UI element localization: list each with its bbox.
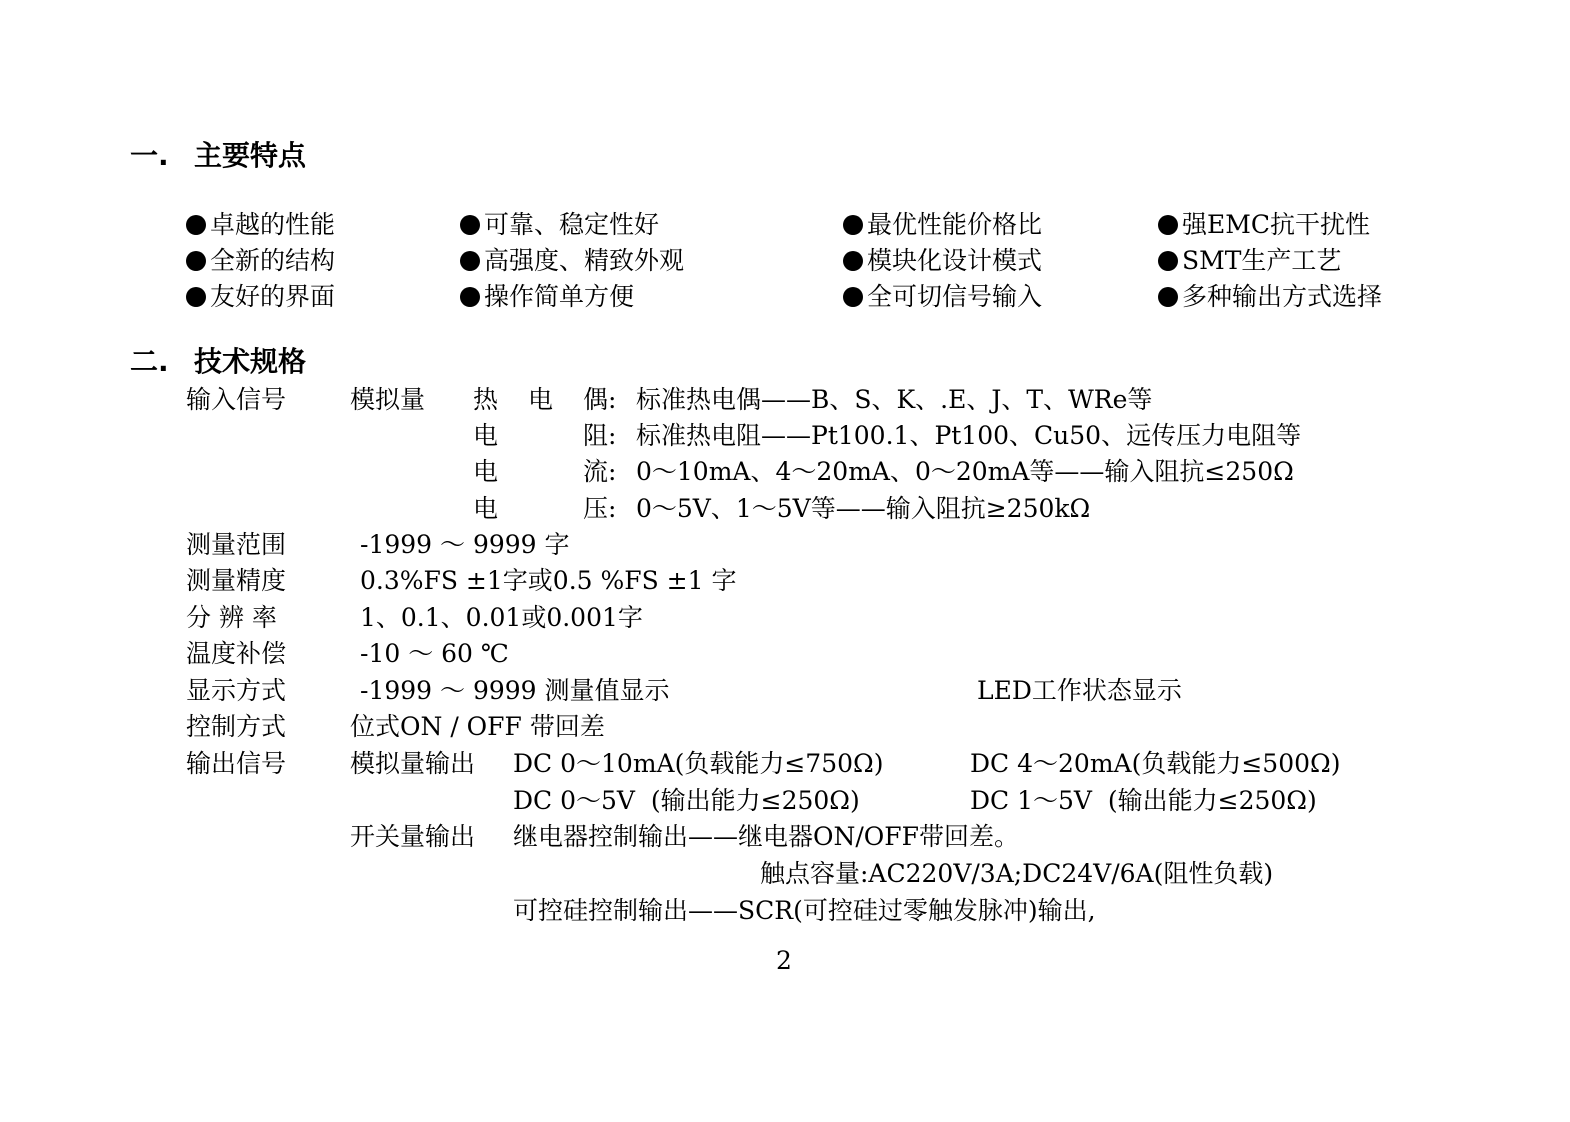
spec-value: 0.3%FS ±1字或0.5 %FS ±1 字 [360,566,737,595]
analog-output-label: 模拟量输出 [350,749,476,778]
spec-value: 1、0.1、0.01或0.001字 [360,603,643,632]
input-type-char: 压: [583,494,617,523]
feature-item: 多种输出方式选择 [1158,284,1382,309]
analog-output-option: DC 0～10mA(负载能力≤750Ω) [513,749,884,778]
spec-label: 温度补偿 [186,639,287,668]
input-type-desc: 0～5V、1～5V等——输入阻抗≥250kΩ [636,494,1091,523]
input-type-char: 热 [473,385,499,414]
bullet-icon [1158,287,1178,307]
bullet-icon [843,251,863,271]
bullet-icon [1158,215,1178,235]
section1-number: 一. [130,139,169,172]
feature-item: 可靠、稳定性好 [460,212,659,237]
spec-extra: LED工作状态显示 [977,676,1182,705]
input-type-char: 电 [473,494,499,523]
input-type-desc: 标准热电偶——B、S、K、.E、J、T、WRe等 [636,385,1153,414]
bullet-icon [186,287,206,307]
input-type-char: 电 [473,421,499,450]
feature-item: 高强度、精致外观 [460,248,684,273]
feature-item: 模块化设计模式 [843,248,1042,273]
feature-item: 全可切信号输入 [843,284,1042,309]
input-type-char: 电 [473,457,499,486]
input-type-char: 流: [583,457,617,486]
control-value: 位式ON / OFF 带回差 [350,712,605,741]
input-type-char: 阻: [583,421,617,450]
feature-item: 卓越的性能 [186,212,335,237]
feature-item: 最优性能价格比 [843,212,1042,237]
analog-output-option: DC 1～5V (输出能力≤250Ω) [970,786,1317,815]
section1-title: 主要特点 [194,139,307,172]
input-type-char: 电 [528,385,554,414]
bullet-icon [843,215,863,235]
feature-item: 强EMC抗干扰性 [1158,212,1370,237]
bullet-icon [186,251,206,271]
analog-output-option: DC 0～5V (输出能力≤250Ω) [513,786,860,815]
spec-label: 分 辨 率 [186,603,277,632]
control-label: 控制方式 [186,712,287,741]
analog-output-option: DC 4～20mA(负载能力≤500Ω) [970,749,1341,778]
section2-title: 技术规格 [194,345,307,378]
bullet-icon [1158,251,1178,271]
spec-label: 显示方式 [186,676,287,705]
input-type-desc: 0～10mA、4～20mA、0～20mA等——输入阻抗≤250Ω [636,457,1294,486]
spec-value: -1999 ～ 9999 测量值显示 [360,676,670,705]
bullet-icon [460,287,480,307]
output-label: 输出信号 [186,749,287,778]
scr-output-line: 可控硅控制输出——SCR(可控硅过零触发脉冲)输出, [513,896,1096,925]
input-sub-label: 模拟量 [350,385,426,414]
spec-label: 测量范围 [186,530,287,559]
spec-value: -10 ～ 60 ℃ [360,639,509,668]
feature-item: SMT生产工艺 [1158,248,1341,273]
bullet-icon [460,251,480,271]
input-label: 输入信号 [186,385,287,414]
input-type-desc: 标准热电阻——Pt100.1、Pt100、Cu50、远传压力电阻等 [636,421,1302,450]
feature-item: 全新的结构 [186,248,335,273]
spec-label: 测量精度 [186,566,287,595]
spec-value: -1999 ～ 9999 字 [360,530,570,559]
feature-item: 操作简单方便 [460,284,634,309]
section2-number: 二. [130,345,169,378]
feature-item: 友好的界面 [186,284,335,309]
relay-output-line: 继电器控制输出——继电器ON/OFF带回差。 [513,822,1019,851]
page-number: 2 [776,946,792,975]
bullet-icon [186,215,206,235]
bullet-icon [843,287,863,307]
switch-output-label: 开关量输出 [350,822,476,851]
bullet-icon [460,215,480,235]
input-type-char: 偶: [583,385,617,414]
relay-capacity-line: 触点容量:AC220V/3A;DC24V/6A(阻性负载) [760,859,1274,888]
